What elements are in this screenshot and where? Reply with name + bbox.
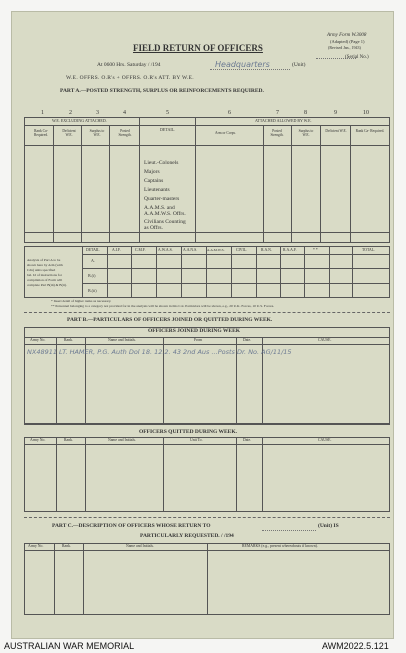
table-rule (24, 125, 390, 126)
analysis-head: A.A.M.W.S. (207, 248, 225, 252)
joined-entry-handwriting: NX48911 LT. HAMER, P.G. Auth Dol 18. 12.2. 43 2nd Aus ...Posts Dr. No. AG/11/15 (27, 348, 292, 356)
col-number: 7 (276, 110, 279, 116)
col-head: Surplus to W.E. (89, 129, 105, 137)
unit-label: (Unit) (292, 62, 306, 68)
col-number: 2 (69, 110, 72, 116)
part-c-col-head: REMARKS (e.g., present whereabouts if known). (242, 544, 318, 548)
col-head: Posted Strength. (118, 129, 132, 137)
col-number: 5 (166, 110, 169, 116)
col-head: Posted Strength. (270, 129, 284, 137)
analysis-head: A.I.F. (112, 248, 121, 252)
we-strength-line: W.E. OFFRS. O.R's + OFFRS. O.R's ATT. BY W.E. (66, 75, 194, 81)
rank-label: A.A.M.W.S. Offrs. (144, 211, 186, 217)
col-head: Arm or Corps. (215, 131, 236, 135)
col-head: Rank Ca- Required. (33, 129, 49, 137)
form-title: FIELD RETURN OF OFFICERS (133, 43, 263, 53)
rank-label: as Offrs. (144, 225, 163, 231)
rank-label: Lieut.-Colonels (144, 160, 179, 166)
col-number: 9 (334, 110, 337, 116)
part-c-unit-line (262, 530, 316, 531)
analysis-head: DETAIL (86, 248, 100, 252)
unit-handwriting: Headquarters (215, 60, 270, 69)
col-rule (81, 125, 82, 243)
col-rule (83, 543, 84, 615)
table-rule (24, 424, 390, 425)
quitted-col-head: Unit To. (190, 438, 203, 442)
col-rule (139, 117, 140, 243)
quitted-heading: OFFICERS QUITTED DURING WEEK. (139, 429, 237, 435)
table-rule (24, 145, 390, 146)
col-rule (207, 543, 208, 615)
part-c-heading: PART C.—DESCRIPTION OF OFFICERS WHOSE RETURN TO (52, 523, 211, 529)
we-excluding-heading: W.E. EXCLUDING ATTACHED. (52, 118, 107, 123)
attached-allowed-heading: ATTACHED ALLOWED BY W.E. (255, 118, 312, 123)
footer-credit: AUSTRALIAN WAR MEMORIAL (4, 641, 135, 651)
part-c-col-head: Name and Initials. (126, 544, 154, 548)
part-c-unit-label: (Unit) IS (318, 523, 339, 529)
analysis-head: R.A.A.F. (283, 248, 297, 252)
col-head: DETAIL. (160, 127, 176, 132)
table-rule (24, 344, 390, 345)
col-rule (56, 437, 57, 512)
col-number: 4 (123, 110, 126, 116)
col-number: 3 (96, 110, 99, 116)
analysis-head: CIVIL. (236, 248, 248, 252)
table-rule (24, 444, 390, 445)
col-rule (163, 437, 164, 512)
col-head: Deficient W.E. (325, 129, 347, 133)
army-form-adapted: (Adapted) (Page 1) (330, 39, 365, 44)
quitted-table (24, 437, 390, 512)
col-number: 10 (363, 110, 369, 116)
unit-line (210, 69, 290, 70)
rank-label: A.A.M.S. and (144, 205, 175, 211)
analysis-instructions: Analysis of Part A to be shown here by Arm (with Cdn) units specified bel. Id of instructions for compilation of Form will complete Part B(iii) & B(ii). (27, 258, 67, 287)
rank-label: Majors (144, 169, 160, 175)
joined-table (24, 327, 390, 424)
col-rule (85, 437, 86, 512)
joined-col-head: Date. (243, 338, 252, 342)
analysis-head: A.A.N.S. (183, 248, 198, 252)
analysis-row-label: B.(i) (88, 273, 96, 278)
col-rule (54, 543, 55, 615)
joined-col-head: CAUSE. (318, 338, 332, 342)
part-c-col-head: Rank. (62, 544, 71, 548)
quitted-col-head: Rank. (64, 438, 73, 442)
table-rule (24, 337, 390, 338)
part-a-heading: PART A.—POSTED STRENGTH, SURPLUS OR REINFORCEMENTS REQUIRED. (60, 88, 264, 94)
col-rule (350, 125, 351, 243)
footer-accession: AWM2022.5.121 (322, 641, 389, 651)
quitted-col-head: CAUSE. (318, 438, 332, 442)
joined-col-head: Name and Initials. (108, 338, 136, 342)
army-form-revised: (Revised Jan., 1943) (328, 45, 361, 50)
col-head: Surplus to W.E. (298, 129, 314, 137)
joined-col-head: From (194, 338, 203, 342)
col-head: Deficient W.E. (62, 129, 76, 137)
part-b-heading: PART B.—PARTICULARS OF OFFICERS JOINED OR QUITTED DURING WEEK. (67, 317, 273, 323)
army-form-number: Army Form W.3008 (327, 33, 367, 38)
part-c-col-head: Army No. (28, 544, 44, 548)
col-rule (320, 125, 321, 243)
table-rule (24, 232, 390, 233)
table-rule (82, 254, 390, 255)
col-rule (195, 117, 196, 243)
part-c-requested: PARTICULARLY REQUESTED. / /194 (140, 533, 234, 539)
note-line: * Insert detail of higher ranks as necessary. (51, 299, 112, 303)
analysis-row-label: B.(ii) (88, 288, 97, 293)
col-number: 1 (41, 110, 44, 116)
col-rule (291, 125, 292, 243)
rank-label: Quarter-masters (144, 196, 180, 202)
quitted-col-head: Army No. (30, 438, 46, 442)
quitted-col-head: Name and Initials. (108, 438, 136, 442)
rank-label: Civilians Counting (144, 219, 186, 225)
col-number: 6 (228, 110, 231, 116)
analysis-head: * * (313, 248, 318, 252)
section-divider (24, 312, 390, 313)
col-rule (236, 437, 237, 512)
table-rule (82, 283, 390, 284)
part-a-table (24, 117, 390, 243)
note-line: ** Personnel belonging to a category not provided for in the analysis will be shown in this Col. Particulars will be shown, e.g., 20 U.K. Forces, 10 U.S. Forces. (51, 304, 275, 308)
rank-label: Lieutenants (144, 187, 170, 193)
at-hours-line: At 0600 Hrs. Saturday / /194 (97, 62, 161, 68)
col-rule (262, 437, 263, 512)
analysis-head: C.M.F. (135, 248, 146, 252)
section-divider (24, 517, 390, 518)
joined-col-head: Army No. (30, 338, 46, 342)
analysis-row-label: A. (91, 258, 95, 263)
col-number: 8 (304, 110, 307, 116)
table-rule (82, 268, 390, 269)
col-head: Rank Ca- Required. (355, 129, 385, 133)
quitted-col-head: Date. (243, 438, 252, 442)
joined-col-head: Rank. (64, 338, 73, 342)
serial-label: (Serial No.) (345, 55, 369, 60)
col-rule (109, 125, 110, 243)
joined-heading: OFFICERS JOINED DURING WEEK (148, 328, 241, 334)
col-rule (53, 125, 54, 243)
analysis-head: TOTAL. (362, 248, 376, 252)
analysis-head: R.A.N. (261, 248, 272, 252)
col-rule (263, 125, 264, 243)
rank-label: Captains (144, 178, 164, 184)
analysis-head: A.W.A.S. (158, 248, 173, 252)
